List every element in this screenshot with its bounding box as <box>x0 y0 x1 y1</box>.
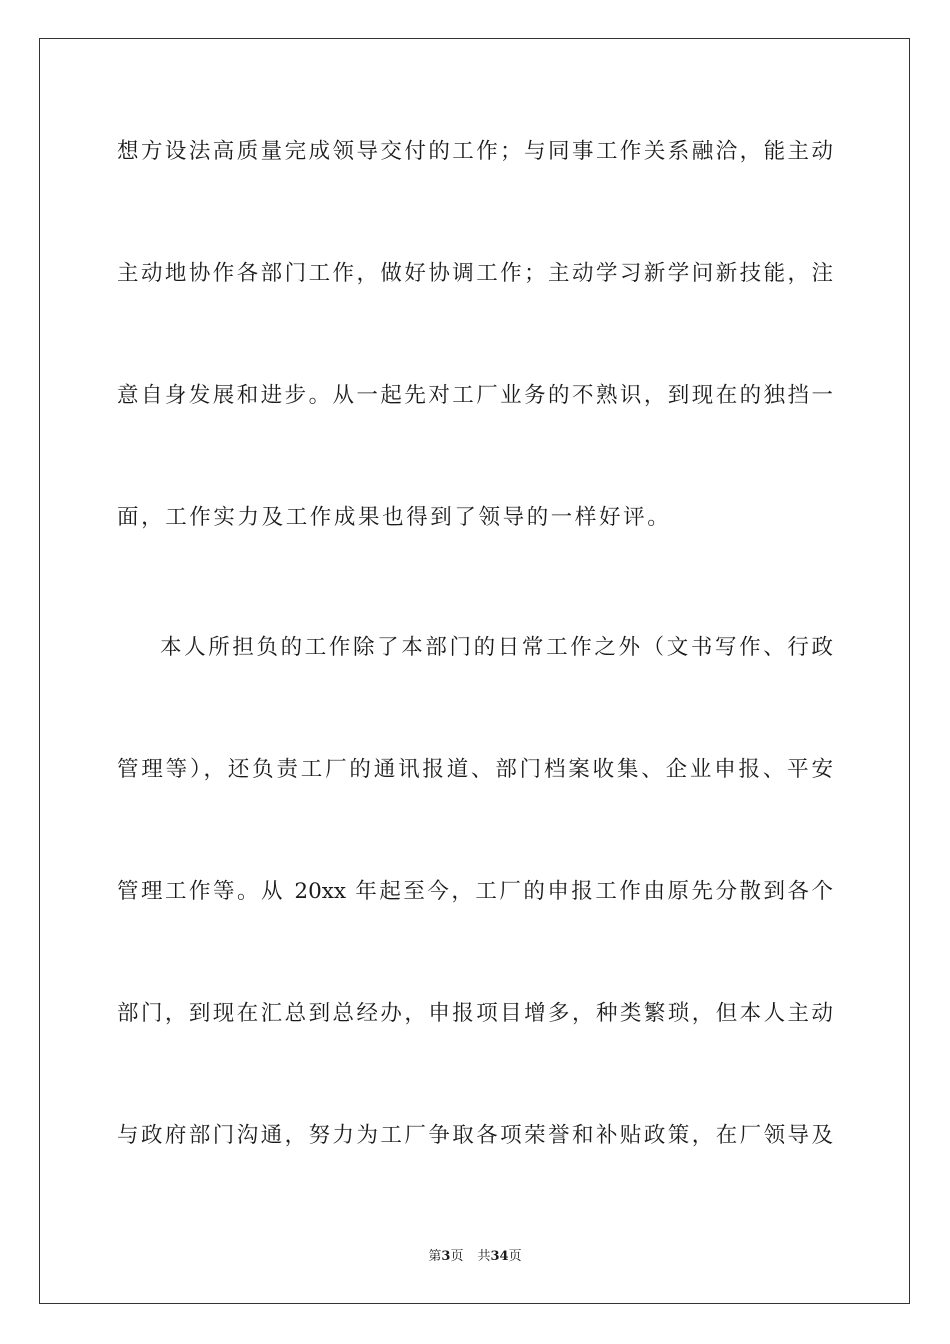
body-text-line: 管理等），还负责工厂的通讯报道、部门档案收集、企业申报、平安 <box>117 757 833 782</box>
paragraph-start-line: 本人所担负的工作除了本部门的日常工作之外（文书写作、行政 <box>160 635 833 660</box>
body-text-line: 意自身发展和进步。从一起先对工厂业务的不熟识，到现在的独挡一 <box>117 383 833 408</box>
page-border <box>39 38 910 1304</box>
page-prefix: 第 <box>428 1249 442 1264</box>
page-number: 3 <box>441 1249 451 1264</box>
body-text-line: 想方设法高质量完成领导交付的工作；与同事工作关系融洽，能主动 <box>117 139 833 164</box>
body-text-line: 主动地协作各部门工作，做好协调工作；主动学习新学问新技能，注 <box>117 261 833 286</box>
total-pages: 34 <box>490 1249 509 1264</box>
total-prefix: 共 <box>477 1249 491 1264</box>
body-text-line: 与政府部门沟通，努力为工厂争取各项荣誉和补贴政策，在厂领导及 <box>117 1123 833 1148</box>
body-text-line: 部门，到现在汇总到总经办，申报项目增多，种类繁琐，但本人主动 <box>117 1001 833 1026</box>
body-text-line: 面，工作实力及工作成果也得到了领导的一样好评。 <box>117 505 672 530</box>
page-suffix: 页 <box>450 1249 464 1264</box>
page-footer <box>0 1248 950 1266</box>
total-suffix: 页 <box>508 1249 522 1264</box>
body-text-line: 管理工作等。从 20xx 年起至今，工厂的申报工作由原先分散到各个 <box>117 879 833 904</box>
